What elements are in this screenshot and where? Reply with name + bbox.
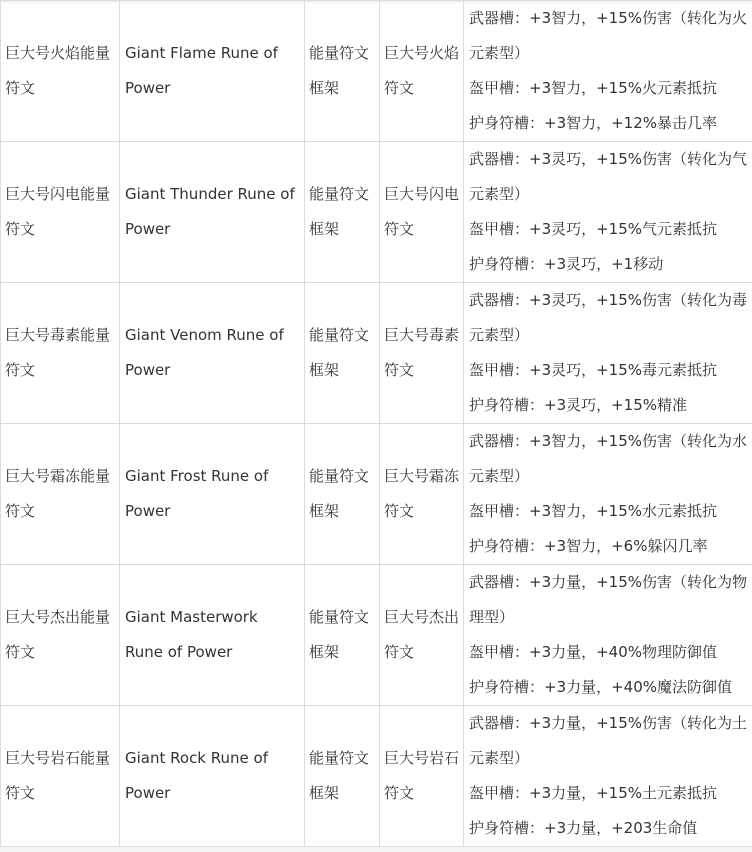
rune-effect-line: 武器槽：+3灵巧，+15%伤害（转化为气元素型） — [469, 150, 748, 203]
rune-name-cn: 巨大号闪电能量符文 — [1, 142, 120, 283]
rune-effect-line: 护身符槽：+3力量，+203生命值 — [469, 819, 698, 837]
rune-effects — [464, 424, 752, 565]
rune-effect-line: 武器槽：+3智力，+15%伤害（转化为水元素型） — [469, 432, 748, 485]
rune-name-cn: 巨大号杰出能量符文 — [1, 565, 120, 706]
rune-base: 巨大号霜冻符文 — [380, 424, 464, 565]
rune-name-cn: 巨大号霜冻能量符文 — [1, 424, 120, 565]
rune-effects — [464, 706, 752, 847]
rune-name-en: Giant Thunder Rune of Power — [120, 142, 305, 283]
rune-name-cn: 巨大号毒素能量符文 — [1, 283, 120, 424]
rune-effect-line: 盔甲槽：+3力量，+15%土元素抵抗 — [469, 784, 718, 802]
table-row — [1, 1, 752, 142]
rune-name-en: Giant Venom Rune of Power — [120, 283, 305, 424]
rune-table-body — [1, 1, 752, 847]
rune-category: 能量符文框架 — [305, 706, 380, 847]
rune-effect-line: 护身符槽：+3智力，+12%暴击几率 — [469, 114, 718, 132]
rune-category: 能量符文框架 — [305, 1, 380, 142]
rune-effect-line: 护身符槽：+3灵巧，+15%精准 — [469, 396, 688, 414]
table-row — [1, 283, 752, 424]
rune-name-en: Giant Frost Rune of Power — [120, 424, 305, 565]
rune-effect-line: 盔甲槽：+3智力，+15%水元素抵抗 — [469, 502, 718, 520]
rune-effects — [464, 565, 752, 706]
rune-effect-line: 盔甲槽：+3智力，+15%火元素抵抗 — [469, 79, 718, 97]
rune-category: 能量符文框架 — [305, 565, 380, 706]
rune-base: 巨大号毒素符文 — [380, 283, 464, 424]
rune-category: 能量符文框架 — [305, 424, 380, 565]
rune-name-en: Giant Masterwork Rune of Power — [120, 565, 305, 706]
rune-base: 巨大号火焰符文 — [380, 1, 464, 142]
table-row — [1, 565, 752, 706]
rune-effect-line: 盔甲槽：+3灵巧，+15%气元素抵抗 — [469, 220, 718, 238]
rune-effect-line: 护身符槽：+3灵巧，+1移动 — [469, 255, 664, 273]
rune-base: 巨大号闪电符文 — [380, 142, 464, 283]
rune-name-en: Giant Flame Rune of Power — [120, 1, 305, 142]
rune-base: 巨大号杰出符文 — [380, 565, 464, 706]
rune-effects — [464, 142, 752, 283]
rune-name-cn: 巨大号火焰能量符文 — [1, 1, 120, 142]
table-bottom-edge — [0, 847, 752, 852]
rune-effect-line: 护身符槽：+3智力，+6%躲闪几率 — [469, 537, 708, 555]
rune-effect-line: 盔甲槽：+3力量，+40%物理防御值 — [469, 643, 718, 661]
rune-base: 巨大号岩石符文 — [380, 706, 464, 847]
rune-effect-line: 武器槽：+3灵巧，+15%伤害（转化为毒元素型） — [469, 291, 748, 344]
rune-effect-line: 武器槽：+3力量，+15%伤害（转化为物理型） — [469, 573, 748, 626]
rune-category: 能量符文框架 — [305, 283, 380, 424]
rune-effect-line: 武器槽：+3智力，+15%伤害（转化为火元素型） — [469, 9, 748, 62]
rune-name-cn: 巨大号岩石能量符文 — [1, 706, 120, 847]
table-row — [1, 142, 752, 283]
rune-category: 能量符文框架 — [305, 142, 380, 283]
rune-effect-line: 盔甲槽：+3灵巧，+15%毒元素抵抗 — [469, 361, 718, 379]
table-row — [1, 706, 752, 847]
table-row — [1, 424, 752, 565]
rune-effects — [464, 283, 752, 424]
rune-effect-line: 武器槽：+3力量，+15%伤害（转化为土元素型） — [469, 714, 748, 767]
rune-name-en: Giant Rock Rune of Power — [120, 706, 305, 847]
rune-effect-line: 护身符槽：+3力量，+40%魔法防御值 — [469, 678, 733, 696]
rune-effects — [464, 1, 752, 142]
